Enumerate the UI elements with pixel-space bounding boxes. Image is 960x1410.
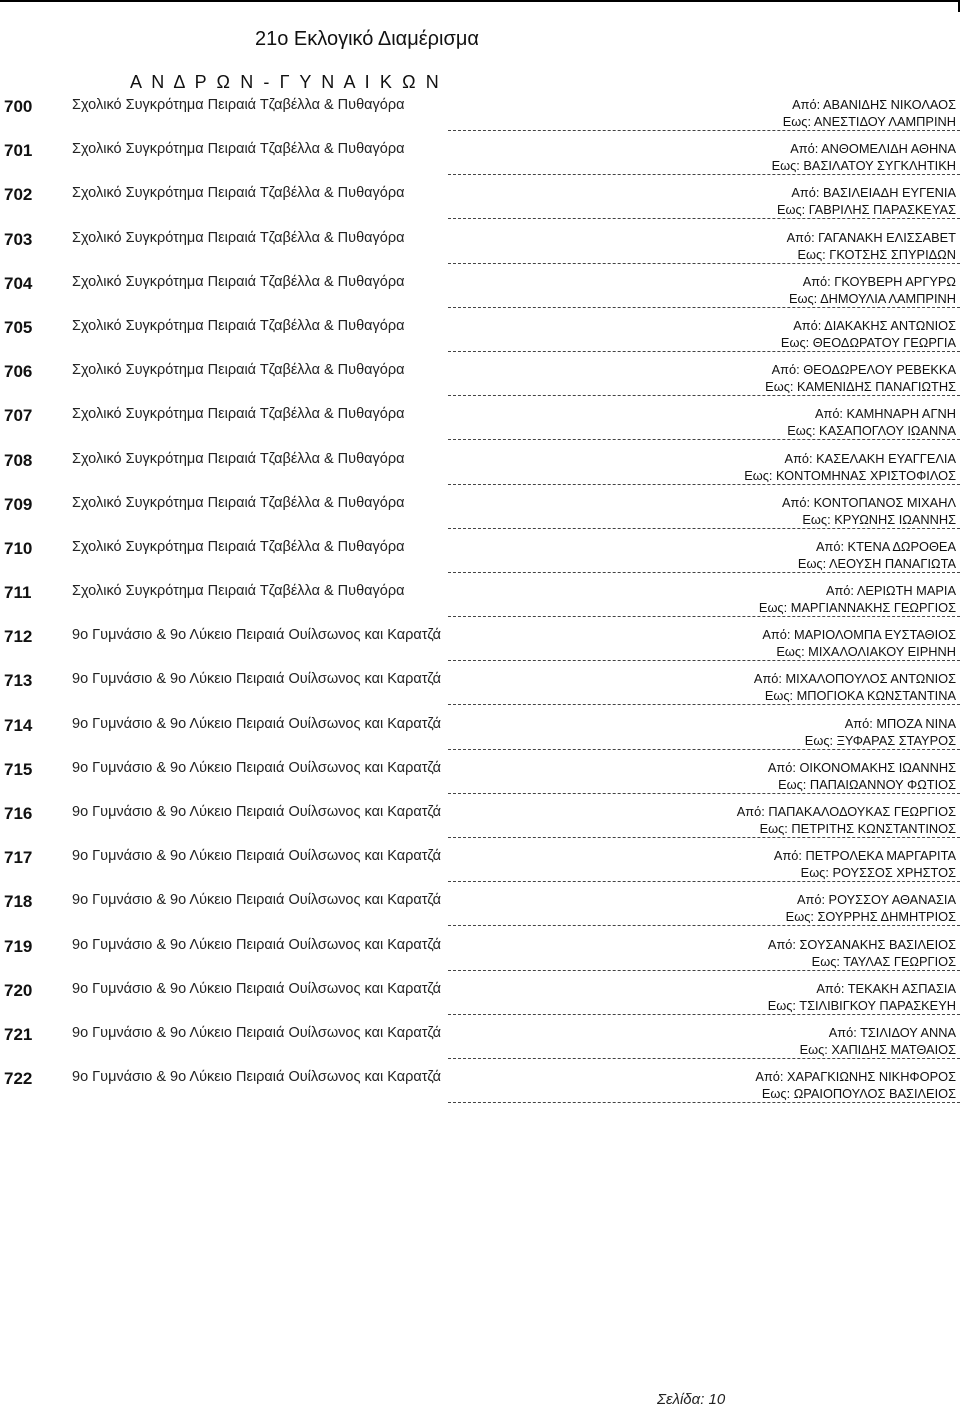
- range-to: Εως: ΚΟΝΤΟΜΗΝΑΣ ΧΡΙΣΤΟΦΙΛΟΣ: [744, 467, 956, 483]
- station-number: 707: [4, 406, 33, 426]
- top-rule: [0, 0, 960, 2]
- station-row: [0, 755, 960, 799]
- station-row: [0, 534, 960, 578]
- station-number: 718: [4, 892, 33, 912]
- range-from: Από: ΓΑΓΑΝΑΚΗ ΕΛΙΣΣΑΒΕΤ: [786, 229, 956, 245]
- range-from: Από: ΠΕΤΡΟΛΕΚΑ ΜΑΡΓΑΡΙΤΑ: [773, 848, 956, 864]
- station-number: 708: [4, 450, 33, 470]
- range-from: Από: ΛΕΡΙΩΤΗ ΜΑΡΙΑ: [825, 583, 956, 599]
- surname-range: [781, 317, 956, 351]
- range-from: Από: ΠΑΠΑΚΑΛΟΔΟΥΚΑΣ ΓΕΩΡΓΙΟΣ: [736, 804, 956, 819]
- surname-range: [768, 936, 956, 970]
- range-to: Εως: ΡΟΥΣΣΟΣ ΧΡΗΣΤΟΣ: [800, 865, 956, 881]
- school-name: Σχολικό Συγκρότημα Πειραιά Τζαβέλλα & Πυθαγόρα: [72, 362, 405, 379]
- station-number: 715: [4, 759, 33, 779]
- dashed-separator: [448, 925, 960, 926]
- range-to: Εως: ΤΣΙΛΙΒΙΓΚΟΥ ΠΑΡΑΣΚΕΥΗ: [767, 997, 956, 1013]
- range-from: Από: ΜΠΟΖΑ ΝΙΝΑ: [844, 715, 956, 731]
- dashed-separator: [448, 395, 960, 396]
- station-number: 705: [4, 317, 33, 337]
- station-number: 712: [4, 627, 33, 647]
- station-number: 700: [4, 97, 33, 116]
- station-row: [0, 269, 960, 313]
- school-name: 9ο Γυμνάσιο & 9ο Λύκειο Πειραιά Ουίλσωνος και Καρατζά: [72, 1024, 442, 1041]
- surname-range: [765, 361, 956, 395]
- school-name: Σχολικό Συγκρότημα Πειραιά Τζαβέλλα & Πυθαγόρα: [72, 583, 405, 600]
- range-to: Εως: ΧΑΠΙΔΗΣ ΜΑΤΘΑΙΟΣ: [799, 1041, 956, 1057]
- station-number: 719: [4, 936, 33, 956]
- station-row: [0, 666, 960, 710]
- surname-range: [762, 626, 956, 660]
- station-number: 702: [4, 185, 33, 205]
- range-from: Από: ΣΟΥΣΑΝΑΚΗΣ ΒΑΣΙΛΕΙΟΣ: [767, 936, 956, 952]
- school-name: Σχολικό Συγκρότημα Πειραιά Τζαβέλλα & Πυθαγόρα: [72, 185, 405, 202]
- range-to: Εως: ΓΑΒΡΙΛΗΣ ΠΑΡΑΣΚΕΥΑΣ: [776, 202, 956, 218]
- surname-range: [768, 980, 956, 1014]
- station-row: [0, 711, 960, 755]
- range-to: Εως: ΜΠΟΓΙΟΚΑ ΚΩΝΣΤΑΝΤΙΝΑ: [764, 688, 956, 704]
- range-to: Εως: ΔΗΜΟΥΛΙΑ ΛΑΜΠΡΙΝΗ: [788, 290, 956, 306]
- surname-range: [755, 1068, 956, 1102]
- station-row: [0, 932, 960, 976]
- range-from: Από: ΤΣΙΛΙΔΟΥ ΑΝΝΑ: [828, 1024, 956, 1040]
- station-row: [0, 401, 960, 445]
- station-row: [0, 887, 960, 931]
- dashed-separator: [448, 704, 960, 705]
- dashed-separator: [448, 616, 960, 617]
- range-from: Από: ΜΙΧΑΛΟΠΟΥΛΟΣ ΑΝΤΩΝΙΟΣ: [753, 671, 956, 687]
- dashed-separator: [448, 263, 960, 264]
- dashed-separator: [448, 1058, 960, 1059]
- surname-range: [782, 494, 956, 528]
- school-name: Σχολικό Συγκρότημα Πειραιά Τζαβέλλα & Πυθαγόρα: [72, 450, 405, 467]
- station-row: [0, 799, 960, 843]
- surname-range: [789, 273, 956, 307]
- surname-range: [737, 803, 956, 837]
- dashed-separator: [448, 793, 960, 794]
- surname-range: [805, 715, 956, 749]
- station-row: [0, 976, 960, 1020]
- dashed-separator: [448, 970, 960, 971]
- station-number: 713: [4, 671, 33, 691]
- school-name: Σχολικό Συγκρότημα Πειραιά Τζαβέλλα & Πυθαγόρα: [72, 229, 405, 246]
- range-from: Από: ΤΕΚΑΚΗ ΑΣΠΑΣΙΑ: [816, 980, 956, 996]
- range-from: Από: ΘΕΟΔΩΡΕΛΟΥ ΡΕΒΕΚΚΑ: [771, 362, 956, 378]
- station-number: 704: [4, 273, 33, 293]
- school-name: 9ο Γυμνάσιο & 9ο Λύκειο Πειραιά Ουίλσωνος και Καρατζά: [72, 980, 442, 997]
- station-number: 711: [4, 583, 32, 603]
- station-number: 701: [4, 141, 33, 161]
- station-number: 709: [4, 494, 33, 514]
- dashed-separator: [448, 484, 960, 485]
- dashed-separator: [448, 881, 960, 882]
- station-row: [0, 136, 960, 180]
- school-name: 9ο Γυμνάσιο & 9ο Λύκειο Πειραιά Ουίλσωνος και Καρατζά: [72, 627, 442, 644]
- station-row: [0, 622, 960, 666]
- station-row: [0, 225, 960, 269]
- range-from: Από: ΚΤΕΝΑ ΔΩΡΟΘΕΑ: [815, 538, 956, 554]
- range-to: Εως: ΣΟΥΡΡΗΣ ΔΗΜΗΤΡΙΟΣ: [785, 909, 956, 925]
- surname-range: [772, 140, 956, 174]
- range-from: Από: ΡΟΥΣΣΟΥ ΑΘΑΝΑΣΙΑ: [796, 892, 956, 908]
- surname-range: [787, 229, 956, 263]
- range-to: Εως: ΜΙΧΑΛΟΛΙΑΚΟΥ ΕΙΡΗΝΗ: [776, 644, 956, 660]
- range-to: Εως: ΓΚΟΤΣΗΣ ΣΠΥΡΙΔΩΝ: [797, 246, 956, 262]
- range-from: Από: ΧΑΡΑΓΚΙΩΝΗΣ ΝΙΚΗΦΟΡΟΣ: [755, 1069, 956, 1085]
- school-name: Σχολικό Συγκρότημα Πειραιά Τζαβέλλα & Πυθαγόρα: [72, 97, 405, 113]
- surname-range: [768, 759, 956, 793]
- school-name: Σχολικό Συγκρότημα Πειραιά Τζαβέλλα & Πυθαγόρα: [72, 406, 405, 423]
- station-row: [0, 446, 960, 490]
- station-row: [0, 578, 960, 622]
- station-number: 721: [4, 1024, 33, 1044]
- station-number: 706: [4, 362, 33, 382]
- surname-range: [774, 847, 956, 881]
- range-from: Από: ΟΙΚΟΝΟΜΑΚΗΣ ΙΩΑΝΝΗΣ: [767, 759, 956, 775]
- school-name: 9ο Γυμνάσιο & 9ο Λύκειο Πειραιά Ουίλσωνος και Καρατζά: [72, 715, 442, 732]
- district-title: 21ο Εκλογικό Διαμέρισμα: [255, 28, 479, 50]
- dashed-separator: [448, 572, 960, 573]
- school-name: Σχολικό Συγκρότημα Πειραιά Τζαβέλλα & Πυθαγόρα: [72, 538, 405, 555]
- school-name: Σχολικό Συγκρότημα Πειραιά Τζαβέλλα & Πυθαγόρα: [72, 494, 405, 511]
- school-name: 9ο Γυμνάσιο & 9ο Λύκειο Πειραιά Ουίλσωνος και Καρατζά: [72, 804, 442, 820]
- range-from: Από: ΚΑΣΕΛΑΚΗ ΕΥΑΓΓΕΛΙΑ: [784, 450, 956, 466]
- surname-range: [777, 184, 956, 218]
- range-to: Εως: ΒΑΣΙΛΑΤΟΥ ΣΥΓΚΛΗΤΙΚΗ: [771, 158, 956, 174]
- station-row: [0, 92, 960, 136]
- station-row: [0, 1064, 960, 1108]
- school-name: Σχολικό Συγκρότημα Πειραιά Τζαβέλλα & Πυθαγόρα: [72, 141, 405, 158]
- range-from: Από: ΚΟΝΤΟΠΑΝΟΣ ΜΙΧΑΗΛ: [782, 494, 956, 510]
- range-to: Εως: ΚΑΜΕΝΙΔΗΣ ΠΑΝΑΓΙΩΤΗΣ: [765, 379, 956, 395]
- school-name: Σχολικό Συγκρότημα Πειραιά Τζαβέλλα & Πυθαγόρα: [72, 273, 405, 290]
- range-from: Από: ΑΝΘΟΜΕΛΙΔΗ ΑΘΗΝΑ: [790, 141, 956, 157]
- station-number: 710: [4, 538, 33, 558]
- range-to: Εως: ΜΑΡΓΙΑΝΝΑΚΗΣ ΓΕΩΡΓΙΟΣ: [758, 600, 956, 616]
- surname-range: [800, 1024, 956, 1058]
- station-number: 714: [4, 715, 33, 735]
- station-number: 703: [4, 229, 33, 249]
- surname-range: [754, 670, 956, 704]
- surname-range: [798, 538, 956, 572]
- dashed-separator: [448, 1102, 960, 1103]
- station-row: [0, 490, 960, 534]
- dashed-separator: [448, 528, 960, 529]
- dashed-separator: [448, 1014, 960, 1015]
- school-name: 9ο Γυμνάσιο & 9ο Λύκειο Πειραιά Ουίλσωνος και Καρατζά: [72, 892, 442, 909]
- station-row: [0, 843, 960, 887]
- range-to: Εως: ΞΥΦΑΡΑΣ ΣΤΑΥΡΟΣ: [804, 732, 956, 748]
- surname-range: [744, 450, 956, 484]
- station-row: [0, 180, 960, 224]
- school-name: 9ο Γυμνάσιο & 9ο Λύκειο Πειραιά Ουίλσωνος και Καρατζά: [72, 671, 442, 688]
- surname-range: [786, 891, 956, 925]
- school-name: 9ο Γυμνάσιο & 9ο Λύκειο Πειραιά Ουίλσωνος και Καρατζά: [72, 848, 442, 865]
- dashed-separator: [448, 218, 960, 219]
- range-from: Από: ΒΑΣΙΛΕΙΑΔΗ ΕΥΓΕΝΙΑ: [791, 185, 956, 201]
- dashed-separator: [448, 174, 960, 175]
- school-name: 9ο Γυμνάσιο & 9ο Λύκειο Πειραιά Ουίλσωνος και Καρατζά: [72, 936, 442, 953]
- station-number: 717: [4, 848, 33, 868]
- dashed-separator: [448, 439, 960, 440]
- station-number: 716: [4, 804, 33, 823]
- dashed-separator: [448, 130, 960, 131]
- station-row: [0, 357, 960, 401]
- dashed-separator: [448, 749, 960, 750]
- school-name: 9ο Γυμνάσιο & 9ο Λύκειο Πειραιά Ουίλσωνος και Καρατζά: [72, 1069, 442, 1086]
- dashed-separator: [448, 351, 960, 352]
- polling-stations-list: [0, 92, 960, 1108]
- station-number: 722: [4, 1069, 33, 1089]
- range-from: Από: ΔΙΑΚΑΚΗΣ ΑΝΤΩΝΙΟΣ: [793, 317, 956, 333]
- surname-range: [783, 96, 956, 130]
- range-from: Από: ΚΑΜΗΝΑΡΗ ΑΓΝΗ: [814, 406, 956, 422]
- range-from: Από: ΑΒΑΝΙΔΗΣ ΝΙΚΟΛΑΟΣ: [792, 97, 956, 112]
- range-from: Από: ΓΚΟΥΒΕΡΗ ΑΡΓΥΡΩ: [802, 273, 956, 289]
- range-to: Εως: ΘΕΟΔΩΡΑΤΟΥ ΓΕΩΡΓΙΑ: [780, 334, 956, 350]
- range-to: Εως: ΑΝΕΣΤΙΔΟΥ ΛΑΜΠΡΙΝΗ: [782, 114, 956, 129]
- station-row: [0, 1020, 960, 1064]
- range-to: Εως: ΚΡΥΩΝΗΣ ΙΩΑΝΝΗΣ: [802, 511, 956, 527]
- school-name: 9ο Γυμνάσιο & 9ο Λύκειο Πειραιά Ουίλσωνος και Καρατζά: [72, 759, 442, 776]
- range-from: Από: ΜΑΡΙΟΛΟΜΠΑ ΕΥΣΤΑΘΙΟΣ: [762, 627, 956, 643]
- dashed-separator: [448, 837, 960, 838]
- range-to: Εως: ΛΕΟΥΣΗ ΠΑΝΑΓΙΩΤΑ: [797, 555, 956, 571]
- dashed-separator: [448, 660, 960, 661]
- range-to: Εως: ΩΡΑΙΟΠΟΥΛΟΣ ΒΑΣΙΛΕΙΟΣ: [761, 1086, 956, 1102]
- station-row: [0, 313, 960, 357]
- range-to: Εως: ΠΕΤΡΙΤΗΣ ΚΩΝΣΤΑΝΤΙΝΟΣ: [759, 821, 956, 836]
- section-heading: Α Ν Δ Ρ Ω Ν - Γ Υ Ν Α Ι Κ Ω Ν: [130, 72, 442, 92]
- school-name: Σχολικό Συγκρότημα Πειραιά Τζαβέλλα & Πυθαγόρα: [72, 317, 405, 334]
- range-to: Εως: ΠΑΠΑΙΩΑΝΝΟΥ ΦΩΤΙΟΣ: [778, 776, 956, 792]
- range-to: Εως: ΚΑΣΑΠΟΓΛΟΥ ΙΩΑΝΝΑ: [787, 423, 956, 439]
- dashed-separator: [448, 307, 960, 308]
- surname-range: [787, 405, 956, 439]
- range-to: Εως: ΤΑΥΛΑΣ ΓΕΩΡΓΙΟΣ: [811, 953, 956, 969]
- page-number: Σελίδα: 10: [657, 1391, 726, 1408]
- station-number: 720: [4, 980, 33, 1000]
- surname-range: [759, 582, 956, 616]
